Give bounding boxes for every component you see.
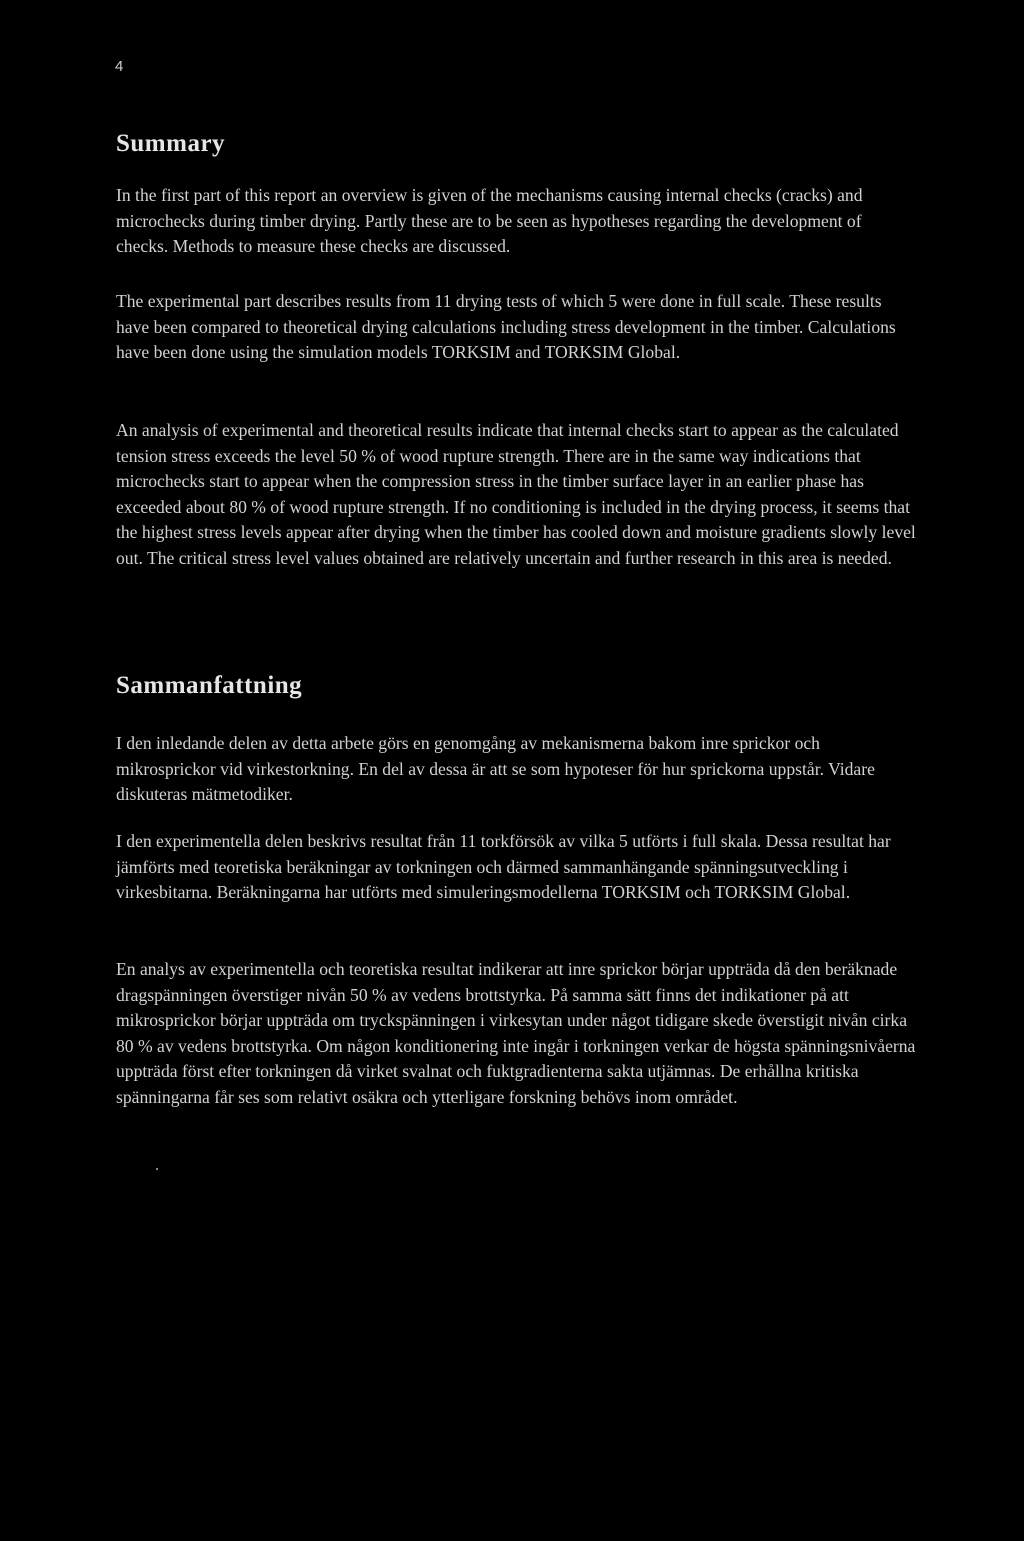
summary-paragraph-2: The experimental part describes results from 11 drying tests of which 5 were done in full scale. These results have been compared to theoretical drying calculations including stress development in the timber. Calculations have been done using the simulation models TORKSIM and TORKSIM Global. — [116, 291, 896, 363]
scan-speck — [156, 1168, 158, 1170]
sammanfattning-paragraph-1-block — [116, 731, 916, 808]
summary-paragraph-3: An analysis of experimental and theoretical results indicate that internal checks start to appear as the calculated tension stress exceeds the level 50 % of wood rupture strength. There are in the same way indications that microchecks start to appear when the compression stress in the timber surface layer in an earlier phase has exceeded about 80 % of wood rupture strength. If no conditioning is included in the drying process, it seems that the highest stress levels appear after drying when the timber has cooled down and moisture gradients slowly level out. The critical stress level values obtained are relatively uncertain and further research in this area is needed. — [116, 420, 916, 568]
sammanfattning-paragraph-2: I den experimentella delen beskrivs resultat från 11 torkförsök av vilka 5 utförts i full skala. Dessa resultat har jämförts med teoretiska beräkningar av torkningen och därmed sammanhängande spänningsutveckling i virkesbitarna. Beräkningarna har utförts med simuleringsmodellerna TORKSIM och TORKSIM Global. — [116, 831, 891, 903]
sammanfattning-heading: Sammanfattning — [116, 672, 303, 699]
summary-heading-block — [116, 130, 916, 158]
summary-heading: Summary — [116, 130, 226, 157]
sammanfattning-paragraph-3-block — [116, 957, 916, 1111]
summary-paragraph-1-block — [116, 183, 916, 260]
summary-paragraph-2-block — [116, 289, 916, 366]
page-number: 4 — [115, 58, 124, 75]
sammanfattning-paragraph-2-block — [116, 829, 916, 906]
sammanfattning-heading-block — [116, 672, 916, 700]
sammanfattning-paragraph-1: I den inledande delen av detta arbete görs en genomgång av mekanismerna bakom inre sprickor och mikrosprickor vid virkestorkning. En del av dessa är att se som hypoteser för hur sprickorna uppstår. Vidare diskuteras mätmetodiker. — [116, 733, 875, 805]
summary-paragraph-3-block — [116, 418, 916, 572]
sammanfattning-paragraph-3: En analys av experimentella och teoretiska resultat indikerar att inre sprickor börjar uppträda då den beräknade dragspänningen överstiger nivån 50 % av vedens brottstyrka. På samma sätt finns det indikationer på att mikrosprickor börjar uppträda om tryckspänningen i virkesytan under något tidigare skede överstigit nivån cirka 80 % av vedens brottstyrka. Om någon konditionering inte ingår i torkningen verkar de högsta spänningsnivåerna uppträda först efter torkningen då virket svalnat och fuktgradienterna sakta utjämnas. De erhållna kritiska spänningarna får ses som relativt osäkra och ytterligare forskning behövs inom området. — [116, 959, 916, 1107]
summary-paragraph-1: In the first part of this report an overview is given of the mechanisms causing internal checks (cracks) and microchecks during timber drying. Partly these are to be seen as hypotheses regarding the development of checks. Methods to measure these checks are discussed. — [116, 185, 863, 257]
